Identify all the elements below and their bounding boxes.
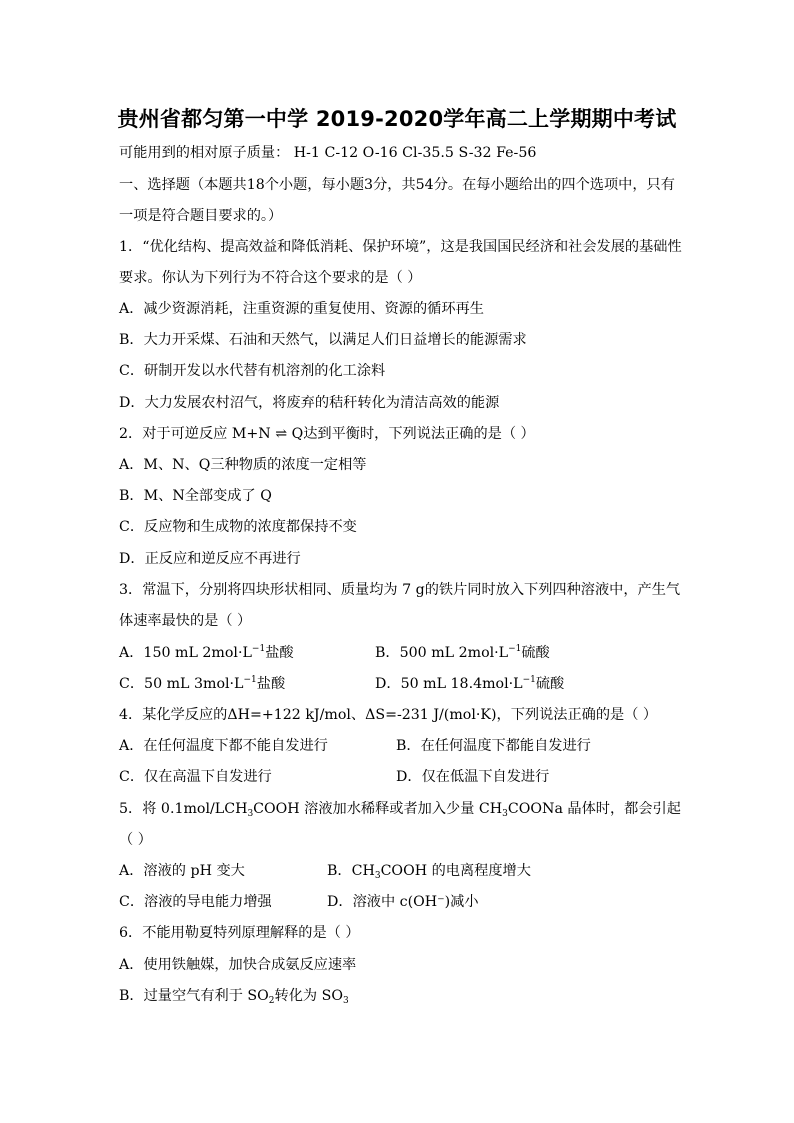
q2-stem: 2．对于可逆反应 M+N ⇌ Q达到平衡时，下列说法正确的是（ ） [119,426,535,442]
q3-option-b [375,644,550,662]
q4-stem: 4．某化学反应的ΔH=+122 kJ/mol、ΔS=-231 J/(mol·K)，下列说法正确的是（ ） [119,707,658,723]
q5-stem-sub: 3 [247,809,254,819]
q3-option-b-suffix: 硫酸 [521,645,550,661]
q6-option-b [119,987,349,1005]
q4-option-a: A．在任何温度下都不能自发进行 [119,738,328,754]
q5-option-a: A．溶液的 pH 变大 [119,863,245,879]
q3-option-c [119,675,285,693]
q2-option-d: D．正反应和逆反应不再进行 [119,551,301,567]
q5-stem-text: 5．将 0.1mol/LCH [119,801,248,817]
q5-stem-suffix: COONa 晶体时，都会引起 [507,801,681,817]
q3-option-d-sup: −1 [522,675,536,685]
q5-option-b [327,862,531,880]
q6-option-b-sub1: 2 [268,996,275,1006]
q5-stem-mid: COOH 溶液加水稀释或者加入少量 CH [253,801,503,817]
q1-stem-line2: 要求。你认为下列行为不符合这个要求的是（ ） [119,270,422,286]
q3-option-d [375,675,564,693]
q1-option-c: C．研制开发以水代替有机溶剂的化工涂料 [119,363,386,379]
q3-option-c-text: C．50 mL 3mol·L [119,676,244,692]
q6-option-b-mid: 转化为 SO [274,988,343,1004]
q3-option-c-suffix: 盐酸 [256,676,286,692]
q1-stem-line1: 1．“优化结构、提高效益和降低消耗、保护环境”，这是我国国民经济和社会发展的基础性 [119,239,682,255]
q4-option-c: C．仅在高温下自发进行 [119,769,272,785]
q6-option-a: A．使用铁触媒，加快合成氨反应速率 [119,957,357,973]
q2-option-a: A．M、N、Q三种物质的浓度一定相等 [119,457,367,473]
q2-option-b: B．M、N全部变成了 Q [119,488,272,504]
q3-option-a-text: A．150 mL 2mol·L [119,645,252,661]
section-intro-line1: 一、选择题（本题共18个小题，每小题3分，共54分。在每小题给出的四个选项中，只有 [119,177,675,193]
q3-option-d-text: D．50 mL 18.4mol·L [375,676,523,692]
q4-option-b: B．在任何温度下都能自发进行 [396,738,591,754]
q5-option-b-text: B．CH [327,863,375,879]
q1-option-d: D．大力发展农村沼气，将废弃的秸秆转化为清洁高效的能源 [119,395,500,411]
q3-option-a-suffix: 盐酸 [265,645,294,661]
q5-stem-line2: （ ） [119,832,152,848]
q6-option-b-sub2: 3 [342,996,349,1006]
q5-option-b-suffix: COOH 的电离程度增大 [380,863,531,879]
q5-option-d: D．溶液中 c(OH⁻)减小 [327,894,479,910]
q5-stem-line1 [119,800,681,818]
q3-option-b-sup: −1 [508,644,522,654]
q3-option-b-text: B．500 mL 2mol·L [375,645,509,661]
exam-title: 贵州省都匀第一中学 2019-2020学年高二上学期期中考试 [117,107,677,131]
q5-option-c: C．溶液的导电能力增强 [119,894,272,910]
q3-option-c-sup: −1 [243,675,257,685]
q5-option-b-sub: 3 [374,871,381,881]
q3-option-a-sup: −1 [251,644,266,654]
q6-stem: 6．不能用勒夏特列原理解释的是（ ） [119,925,360,941]
q6-option-b-text: B．过量空气有利于 SO [119,988,269,1004]
q5-stem-sub2: 3 [502,809,508,819]
q3-stem-line2: 体速率最快的是（ ） [119,613,252,629]
q3-option-d-suffix: 硫酸 [535,676,565,692]
atomic-masses: 可能用到的相对原子质量： H-1 C-12 O-16 Cl-35.5 S-32 Fe-56 [119,145,537,161]
q4-option-d: D．仅在低温下自发进行 [396,769,550,785]
q1-option-a: A．减少资源消耗，注重资源的重复使用、资源的循环再生 [119,301,484,317]
q1-option-b: B．大力开采煤、石油和天然气，以满足人们日益增长的能源需求 [119,332,527,348]
q3-stem-line1: 3．常温下，分别将四块形状相同、质量均为 7 g的铁片同时放入下列四种溶液中，产生气 [119,582,681,598]
q2-option-c: C．反应物和生成物的浓度都保持不变 [119,519,357,535]
q3-option-a [119,644,294,662]
section-intro-line2: 一项是符合题目要求的。） [119,208,283,224]
